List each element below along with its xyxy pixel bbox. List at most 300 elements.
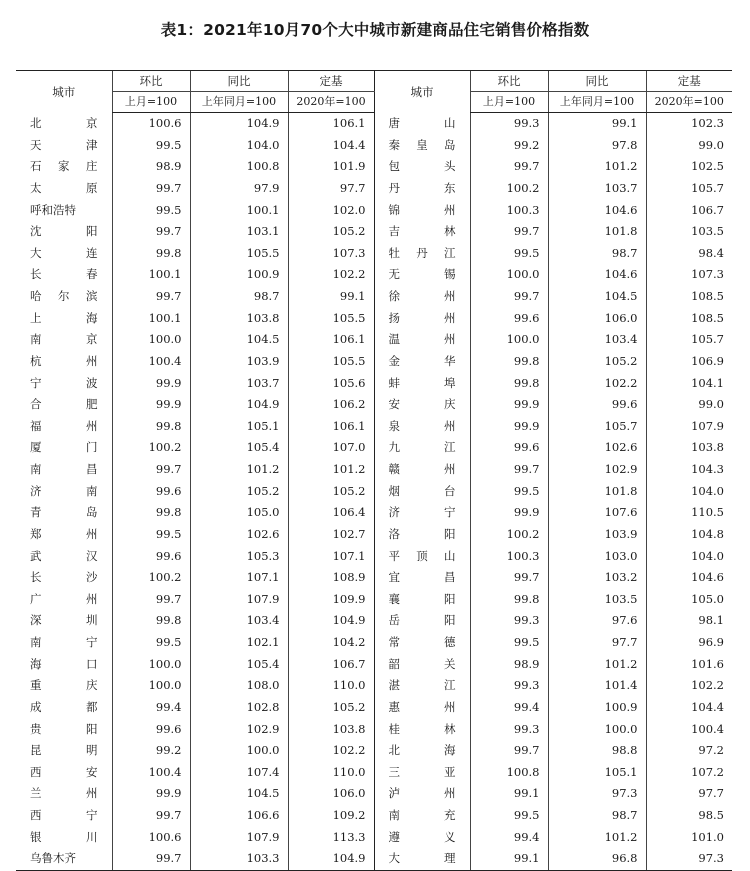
fixed-cell: 105.7 [646, 329, 732, 351]
city-cell: 兰 州 [30, 786, 98, 801]
table-row [16, 502, 732, 524]
fixed-cell: 106.2 [288, 394, 374, 416]
yoy-cell: 107.4 [190, 762, 288, 784]
fixed-cell: 104.8 [646, 524, 732, 546]
city-cell: 乌鲁木齐 [16, 848, 112, 870]
city-cell: 广 州 [30, 591, 98, 606]
mom-cell: 99.7 [112, 459, 190, 481]
yoy-cell: 102.6 [190, 524, 288, 546]
mom-cell: 99.1 [470, 783, 548, 805]
table-row [16, 113, 732, 135]
fixed-cell: 97.7 [646, 783, 732, 805]
mom-cell: 99.7 [470, 459, 548, 481]
city-cell: 北 京 [30, 115, 98, 130]
mom-cell: 99.7 [112, 221, 190, 243]
fixed-cell: 104.2 [288, 632, 374, 654]
yoy-cell: 107.6 [548, 502, 646, 524]
mom-cell: 99.6 [112, 719, 190, 741]
mom-cell: 99.3 [470, 113, 548, 135]
mom-cell: 99.5 [112, 200, 190, 222]
city-cell: 西 宁 [30, 808, 98, 822]
fixed-cell: 105.2 [288, 221, 374, 243]
city-cell: 牡丹江 [374, 243, 470, 265]
city-cell: 南 充 [374, 805, 470, 827]
city-cell: 长 沙 [30, 570, 98, 585]
fixed-cell: 107.3 [288, 243, 374, 265]
city-cell: 秦皇岛 [374, 135, 470, 157]
yoy-cell: 101.4 [548, 675, 646, 697]
yoy-cell: 98.7 [548, 805, 646, 827]
table-row [16, 848, 732, 870]
yoy-cell: 97.9 [190, 178, 288, 200]
city-cell: 济 宁 [374, 502, 470, 524]
city-cell: 深 圳 [30, 613, 98, 628]
yoy-cell: 99.6 [548, 394, 646, 416]
city-cell: 洛 阳 [374, 524, 470, 546]
city-cell: 郑 州 [30, 526, 98, 541]
city-cell: 泉 州 [374, 416, 470, 438]
mom-cell: 99.8 [112, 502, 190, 524]
table-row [16, 546, 732, 568]
yoy-cell: 103.4 [548, 329, 646, 351]
mom-cell: 99.2 [112, 740, 190, 762]
mom-cell: 99.9 [112, 783, 190, 805]
table-row [16, 567, 732, 589]
yoy-cell: 102.8 [190, 697, 288, 719]
table-row [16, 654, 732, 676]
header-fixed-left: 定基 [288, 71, 374, 92]
mom-cell: 99.5 [112, 524, 190, 546]
yoy-cell: 105.2 [190, 481, 288, 503]
city-cell: 青 岛 [30, 505, 98, 520]
mom-cell: 100.8 [470, 762, 548, 784]
mom-cell: 99.9 [470, 502, 548, 524]
city-cell: 平顶山 [374, 546, 470, 568]
mom-cell: 99.8 [112, 243, 190, 265]
header-mom-right: 环比 [470, 71, 548, 92]
city-cell: 蚌 埠 [374, 373, 470, 395]
yoy-cell: 103.1 [190, 221, 288, 243]
table-row [16, 351, 732, 373]
fixed-cell: 110.0 [288, 762, 374, 784]
mom-cell: 100.2 [112, 567, 190, 589]
fixed-cell: 101.6 [646, 654, 732, 676]
mom-cell: 99.4 [112, 697, 190, 719]
fixed-cell: 103.8 [646, 437, 732, 459]
yoy-cell: 103.9 [548, 524, 646, 546]
city-cell: 桂 林 [374, 719, 470, 741]
yoy-cell: 103.4 [190, 610, 288, 632]
fixed-cell: 104.4 [646, 697, 732, 719]
city-cell: 徐 州 [374, 286, 470, 308]
mom-cell: 99.3 [470, 610, 548, 632]
yoy-cell: 104.9 [190, 394, 288, 416]
fixed-cell: 104.6 [646, 567, 732, 589]
mom-cell: 99.9 [470, 416, 548, 438]
yoy-cell: 103.3 [190, 848, 288, 870]
yoy-cell: 105.2 [548, 351, 646, 373]
mom-cell: 99.5 [112, 632, 190, 654]
table-row [16, 762, 732, 784]
yoy-cell: 105.7 [548, 416, 646, 438]
fixed-cell: 104.9 [288, 848, 374, 870]
city-cell: 武 汉 [30, 548, 98, 563]
city-cell: 常 德 [374, 632, 470, 654]
header-yoy-right: 同比 [548, 71, 646, 92]
mom-cell: 98.9 [470, 654, 548, 676]
header-fixed-base-right: 2020年=100 [646, 92, 732, 113]
yoy-cell: 102.1 [190, 632, 288, 654]
fixed-cell: 106.1 [288, 113, 374, 135]
mom-cell: 100.0 [112, 329, 190, 351]
yoy-cell: 103.9 [190, 351, 288, 373]
table-row [16, 459, 732, 481]
fixed-cell: 102.2 [288, 264, 374, 286]
city-cell: 襄 阳 [374, 589, 470, 611]
header-city-left: 城市 [16, 71, 112, 113]
table-row [16, 827, 732, 849]
city-cell: 扬 州 [374, 308, 470, 330]
yoy-cell: 100.8 [190, 156, 288, 178]
mom-cell: 99.8 [470, 351, 548, 373]
mom-cell: 100.1 [112, 308, 190, 330]
yoy-cell: 104.5 [190, 329, 288, 351]
fixed-cell: 110.5 [646, 502, 732, 524]
fixed-cell: 107.9 [646, 416, 732, 438]
fixed-cell: 107.1 [288, 546, 374, 568]
mom-cell: 99.8 [112, 416, 190, 438]
mom-cell: 99.2 [470, 135, 548, 157]
table-row [16, 394, 732, 416]
yoy-cell: 99.1 [548, 113, 646, 135]
mom-cell: 99.9 [112, 373, 190, 395]
city-cell: 烟 台 [374, 481, 470, 503]
city-cell: 南 京 [30, 332, 98, 347]
mom-cell: 99.6 [112, 481, 190, 503]
city-cell: 九 江 [374, 437, 470, 459]
yoy-cell: 100.9 [190, 264, 288, 286]
table-row [16, 632, 732, 654]
header-yoy-base-right: 上年同月=100 [548, 92, 646, 113]
fixed-cell: 102.2 [288, 740, 374, 762]
mom-cell: 99.6 [470, 308, 548, 330]
fixed-cell: 102.2 [646, 675, 732, 697]
mom-cell: 99.3 [470, 719, 548, 741]
fixed-cell: 113.3 [288, 827, 374, 849]
table-body [16, 113, 732, 871]
price-index-table [16, 70, 732, 871]
yoy-cell: 98.8 [548, 740, 646, 762]
header-yoy-base-left: 上年同月=100 [190, 92, 288, 113]
yoy-cell: 102.6 [548, 437, 646, 459]
mom-cell: 99.7 [470, 221, 548, 243]
mom-cell: 99.5 [470, 805, 548, 827]
header-fixed-right: 定基 [646, 71, 732, 92]
city-cell: 惠 州 [374, 697, 470, 719]
yoy-cell: 103.7 [190, 373, 288, 395]
fixed-cell: 106.1 [288, 416, 374, 438]
yoy-cell: 96.8 [548, 848, 646, 870]
table-row [16, 135, 732, 157]
header-mom-base-right: 上月=100 [470, 92, 548, 113]
yoy-cell: 103.7 [548, 178, 646, 200]
city-cell: 济 南 [30, 483, 98, 498]
table-row [16, 481, 732, 503]
mom-cell: 100.0 [470, 264, 548, 286]
yoy-cell: 105.0 [190, 502, 288, 524]
mom-cell: 99.5 [470, 481, 548, 503]
fixed-cell: 99.0 [646, 135, 732, 157]
fixed-cell: 102.7 [288, 524, 374, 546]
yoy-cell: 105.1 [548, 762, 646, 784]
fixed-cell: 98.1 [646, 610, 732, 632]
yoy-cell: 98.7 [548, 243, 646, 265]
mom-cell: 100.1 [112, 264, 190, 286]
table-row [16, 524, 732, 546]
fixed-cell: 102.0 [288, 200, 374, 222]
city-cell: 吉 林 [374, 221, 470, 243]
yoy-cell: 98.7 [190, 286, 288, 308]
mom-cell: 99.7 [470, 567, 548, 589]
fixed-cell: 105.2 [288, 481, 374, 503]
fixed-cell: 104.0 [646, 481, 732, 503]
yoy-cell: 107.9 [190, 589, 288, 611]
city-cell: 上 海 [30, 310, 98, 325]
header-fixed-base-left: 2020年=100 [288, 92, 374, 113]
fixed-cell: 105.7 [646, 178, 732, 200]
yoy-cell: 104.6 [548, 264, 646, 286]
yoy-cell: 97.8 [548, 135, 646, 157]
fixed-cell: 107.3 [646, 264, 732, 286]
fixed-cell: 103.8 [288, 719, 374, 741]
header-mom-base-left: 上月=100 [112, 92, 190, 113]
fixed-cell: 99.0 [646, 394, 732, 416]
table-row [16, 200, 732, 222]
table-header [16, 71, 732, 113]
yoy-cell: 102.9 [548, 459, 646, 481]
table-row [16, 719, 732, 741]
table-row [16, 329, 732, 351]
mom-cell: 100.3 [470, 546, 548, 568]
mom-cell: 100.4 [112, 351, 190, 373]
city-cell: 成 都 [30, 699, 98, 714]
yoy-cell: 100.1 [190, 200, 288, 222]
mom-cell: 100.2 [470, 178, 548, 200]
fixed-cell: 97.7 [288, 178, 374, 200]
mom-cell: 99.8 [112, 610, 190, 632]
header-mom-left: 环比 [112, 71, 190, 92]
yoy-cell: 100.9 [548, 697, 646, 719]
table-row [16, 308, 732, 330]
city-cell: 杭 州 [30, 353, 98, 368]
mom-cell: 99.7 [112, 805, 190, 827]
city-cell: 宁 波 [30, 375, 98, 390]
mom-cell: 100.0 [470, 329, 548, 351]
yoy-cell: 104.6 [548, 200, 646, 222]
fixed-cell: 104.9 [288, 610, 374, 632]
yoy-cell: 106.6 [190, 805, 288, 827]
city-cell: 南 宁 [30, 635, 98, 649]
table-row [16, 805, 732, 827]
mom-cell: 99.4 [470, 697, 548, 719]
table-row [16, 697, 732, 719]
yoy-cell: 108.0 [190, 675, 288, 697]
mom-cell: 99.7 [470, 286, 548, 308]
city-cell: 海 口 [30, 656, 98, 671]
fixed-cell: 108.9 [288, 567, 374, 589]
table-row [16, 178, 732, 200]
yoy-cell: 103.8 [190, 308, 288, 330]
fixed-cell: 106.7 [646, 200, 732, 222]
yoy-cell: 102.9 [190, 719, 288, 741]
yoy-cell: 97.7 [548, 632, 646, 654]
yoy-cell: 105.4 [190, 437, 288, 459]
mom-cell: 99.5 [470, 632, 548, 654]
yoy-cell: 107.9 [190, 827, 288, 849]
yoy-cell: 104.0 [190, 135, 288, 157]
table-row [16, 675, 732, 697]
yoy-cell: 105.5 [190, 243, 288, 265]
fixed-cell: 102.3 [646, 113, 732, 135]
city-cell: 厦 门 [30, 440, 98, 455]
fixed-cell: 106.4 [288, 502, 374, 524]
yoy-cell: 97.6 [548, 610, 646, 632]
mom-cell: 100.0 [112, 675, 190, 697]
header-city-right: 城市 [374, 71, 470, 113]
fixed-cell: 107.0 [288, 437, 374, 459]
mom-cell: 99.1 [470, 848, 548, 870]
table-row [16, 416, 732, 438]
mom-cell: 99.6 [112, 546, 190, 568]
fixed-cell: 108.5 [646, 308, 732, 330]
mom-cell: 100.0 [112, 654, 190, 676]
fixed-cell: 107.2 [646, 762, 732, 784]
city-cell: 昆 明 [30, 743, 98, 758]
city-cell: 北 海 [374, 740, 470, 762]
yoy-cell: 100.0 [548, 719, 646, 741]
mom-cell: 99.7 [112, 178, 190, 200]
table-row [16, 783, 732, 805]
mom-cell: 99.6 [470, 437, 548, 459]
city-cell: 呼和浩特 [30, 202, 76, 217]
fixed-cell: 99.1 [288, 286, 374, 308]
fixed-cell: 106.9 [646, 351, 732, 373]
fixed-cell: 98.5 [646, 805, 732, 827]
city-cell: 包 头 [374, 156, 470, 178]
yoy-cell: 103.5 [548, 589, 646, 611]
table-row [16, 286, 732, 308]
city-cell: 福 州 [30, 418, 98, 433]
fixed-cell: 101.2 [288, 459, 374, 481]
fixed-cell: 101.0 [646, 827, 732, 849]
city-cell: 大 理 [374, 848, 470, 870]
fixed-cell: 96.9 [646, 632, 732, 654]
fixed-cell: 103.5 [646, 221, 732, 243]
yoy-cell: 100.0 [190, 740, 288, 762]
city-cell: 合 肥 [30, 397, 98, 412]
mom-cell: 99.9 [470, 394, 548, 416]
fixed-cell: 105.6 [288, 373, 374, 395]
yoy-cell: 101.2 [548, 654, 646, 676]
yoy-cell: 103.2 [548, 567, 646, 589]
fixed-cell: 106.1 [288, 329, 374, 351]
city-cell: 长 春 [30, 267, 98, 282]
mom-cell: 100.4 [112, 762, 190, 784]
city-cell: 丹 东 [374, 178, 470, 200]
mom-cell: 99.7 [470, 156, 548, 178]
yoy-cell: 105.1 [190, 416, 288, 438]
city-cell: 重 庆 [30, 678, 98, 693]
table-row [16, 740, 732, 762]
city-cell: 太 原 [30, 180, 98, 195]
yoy-cell: 101.2 [190, 459, 288, 481]
fixed-cell: 100.4 [646, 719, 732, 741]
city-cell: 遵 义 [374, 827, 470, 849]
yoy-cell: 97.3 [548, 783, 646, 805]
city-cell: 大 连 [30, 245, 98, 260]
city-cell: 南 昌 [30, 462, 98, 476]
fixed-cell: 109.9 [288, 589, 374, 611]
city-cell: 哈尔滨 [30, 289, 98, 303]
fixed-cell: 108.5 [646, 286, 732, 308]
table-row [16, 221, 732, 243]
table-row [16, 264, 732, 286]
mom-cell: 99.5 [112, 135, 190, 157]
header-yoy-left: 同比 [190, 71, 288, 92]
fixed-cell: 97.2 [646, 740, 732, 762]
mom-cell: 100.3 [470, 200, 548, 222]
yoy-cell: 101.8 [548, 221, 646, 243]
mom-cell: 98.9 [112, 156, 190, 178]
mom-cell: 99.9 [112, 394, 190, 416]
yoy-cell: 101.2 [548, 156, 646, 178]
fixed-cell: 104.0 [646, 546, 732, 568]
table-row [16, 243, 732, 265]
fixed-cell: 97.3 [646, 848, 732, 870]
city-cell: 沈 阳 [30, 224, 98, 239]
table-row [16, 437, 732, 459]
city-cell: 无 锡 [374, 264, 470, 286]
mom-cell: 99.7 [112, 286, 190, 308]
city-cell: 天 津 [30, 137, 98, 152]
fixed-cell: 102.5 [646, 156, 732, 178]
fixed-cell: 109.2 [288, 805, 374, 827]
table-row [16, 373, 732, 395]
mom-cell: 99.7 [470, 740, 548, 762]
city-cell: 宜 昌 [374, 567, 470, 589]
city-cell: 三 亚 [374, 762, 470, 784]
fixed-cell: 106.7 [288, 654, 374, 676]
mom-cell: 99.7 [112, 848, 190, 870]
fixed-cell: 105.5 [288, 351, 374, 373]
city-cell: 泸 州 [374, 783, 470, 805]
mom-cell: 100.2 [470, 524, 548, 546]
city-cell: 韶 关 [374, 654, 470, 676]
yoy-cell: 105.4 [190, 654, 288, 676]
fixed-cell: 104.4 [288, 135, 374, 157]
city-cell: 安 庆 [374, 394, 470, 416]
yoy-cell: 102.2 [548, 373, 646, 395]
city-cell: 西 安 [30, 764, 98, 779]
city-cell: 银 川 [30, 829, 98, 844]
mom-cell: 100.6 [112, 827, 190, 849]
fixed-cell: 105.2 [288, 697, 374, 719]
city-cell: 锦 州 [374, 200, 470, 222]
city-cell: 温 州 [374, 329, 470, 351]
fixed-cell: 105.0 [646, 589, 732, 611]
mom-cell: 99.5 [470, 243, 548, 265]
mom-cell: 99.7 [112, 589, 190, 611]
